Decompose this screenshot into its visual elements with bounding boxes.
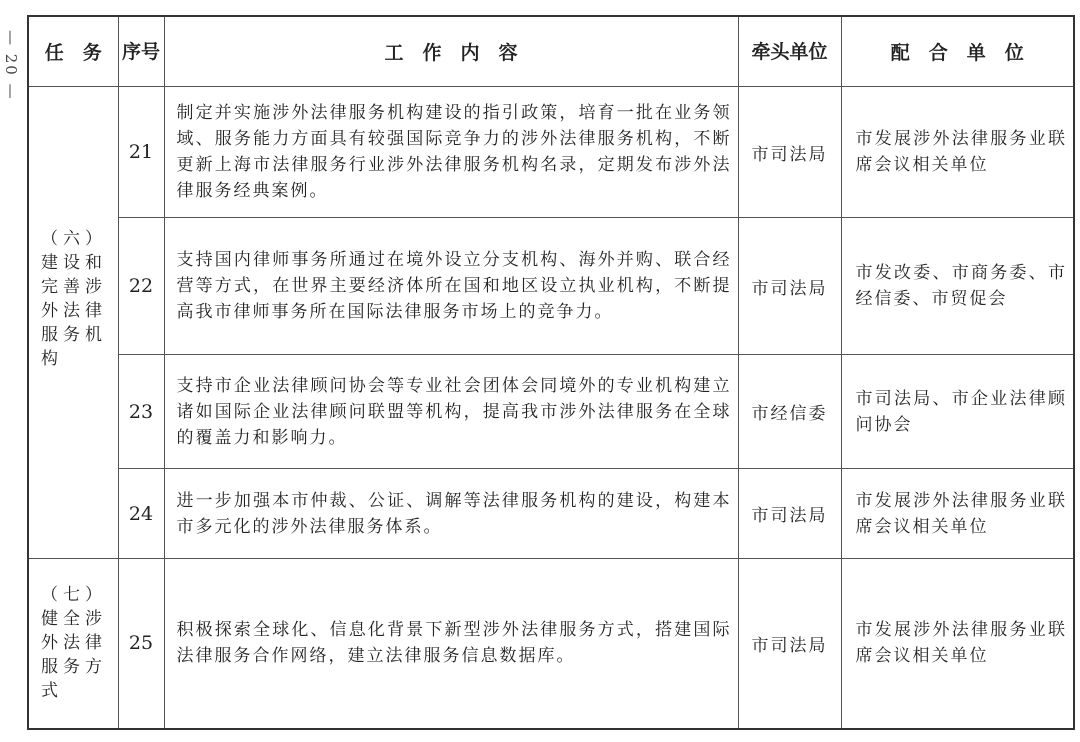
row-partner-units: 市发展涉外法律服务业联席会议相关单位 (841, 469, 1074, 559)
table-row (28, 559, 1074, 729)
row-lead-unit: 市司法局 (738, 218, 841, 355)
header-content: 工 作 内 容 (164, 16, 738, 87)
header-lead: 牵头单位 (738, 16, 841, 87)
header-partner: 配 合 单 位 (841, 16, 1074, 87)
table-row (28, 469, 1074, 559)
header-task: 任 务 (28, 16, 118, 87)
row-partner-units: 市发展涉外法律服务业联席会议相关单位 (841, 559, 1074, 729)
table-row (28, 218, 1074, 355)
table-row (28, 87, 1074, 218)
table-row (28, 355, 1074, 469)
row-number: 23 (118, 355, 164, 469)
row-content: 进一步加强本市仲裁、公证、调解等法律服务机构的建设，构建本市多元化的涉外法律服务体系。 (164, 469, 738, 559)
row-partner-units: 市司法局、市企业法律顾问协会 (841, 355, 1074, 469)
row-number: 25 (118, 559, 164, 729)
task-group-7: （七）健全涉外法律服务方式 (28, 559, 118, 729)
row-content: 积极探索全球化、信息化背景下新型涉外法律服务方式，搭建国际法律服务合作网络，建立法律服务信息数据库。 (164, 559, 738, 729)
row-number: 24 (118, 469, 164, 559)
row-number: 21 (118, 87, 164, 218)
task-group-6: （六）建设和完善涉外法律服务机构 (28, 87, 118, 559)
task-table (27, 15, 1075, 730)
row-content: 支持国内律师事务所通过在境外设立分支机构、海外并购、联合经营等方式，在世界主要经济体所在国和地区设立执业机构，不断提高我市律师事务所在国际法律服务市场上的竞争力。 (164, 218, 738, 355)
row-partner-units: 市发展涉外法律服务业联席会议相关单位 (841, 87, 1074, 218)
row-lead-unit: 市司法局 (738, 87, 841, 218)
header-seq: 序号 (118, 16, 164, 87)
row-number: 22 (118, 218, 164, 355)
row-partner-units: 市发改委、市商务委、市经信委、市贸促会 (841, 218, 1074, 355)
row-lead-unit: 市经信委 (738, 355, 841, 469)
row-content: 制定并实施涉外法律服务机构建设的指引政策，培育一批在业务领域、服务能力方面具有较强国际竞争力的涉外法律服务机构，不断更新上海市法律服务行业涉外法律服务机构名录，定期发布涉外法律服务经典案例。 (164, 87, 738, 218)
row-lead-unit: 市司法局 (738, 469, 841, 559)
page-number: — 20 — (2, 30, 20, 101)
header-row (28, 16, 1074, 87)
row-lead-unit: 市司法局 (738, 559, 841, 729)
row-content: 支持市企业法律顾问协会等专业社会团体会同境外的专业机构建立诸如国际企业法律顾问联盟等机构，提高我市涉外法律服务在全球的覆盖力和影响力。 (164, 355, 738, 469)
